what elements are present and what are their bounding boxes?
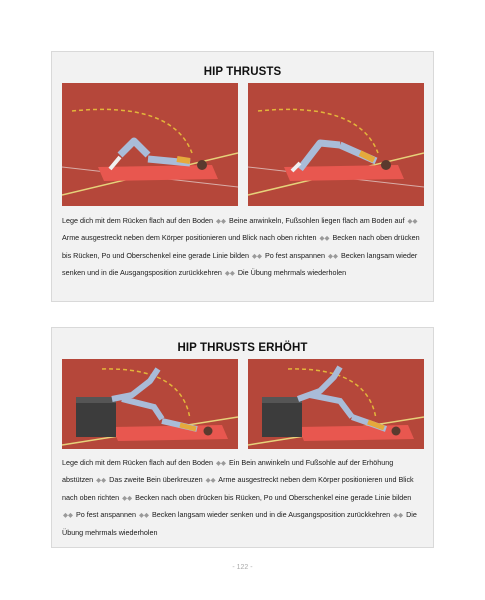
step-text: Ein Bein anwinkeln und Fußsohle auf der Erhöhung abstützen (62, 458, 394, 485)
step-text: Lege dich mit dem Rücken flach auf den Boden (62, 458, 214, 467)
step-text: Arme ausgestreckt neben dem Körper positionieren und Blick nach oben richten (62, 475, 414, 502)
step-text: Po fest anspannen (265, 250, 325, 260)
step-text: Die Übung mehrmals wiederholen (237, 268, 347, 278)
page-number: - 122 - (232, 564, 253, 571)
diamond-separator-icon: ◆◆ (205, 477, 216, 485)
step-text: Becken langsam wieder senken und in die Ausgangsposition zurückkehren (62, 250, 418, 278)
diamond-separator-icon: ◆◆ (122, 494, 133, 502)
diamond-separator-icon: ◆◆ (216, 460, 227, 467)
step-text: Po fest anspannen (76, 510, 136, 520)
photo-end-position (248, 83, 424, 206)
diamond-separator-icon: ◆◆ (327, 252, 338, 260)
exercise-instructions (62, 455, 425, 541)
diamond-separator-icon: ◆◆ (224, 270, 235, 278)
diamond-separator-icon: ◆◆ (393, 512, 404, 520)
diamond-separator-icon: ◆◆ (407, 218, 418, 225)
diamond-separator-icon: ◆◆ (252, 252, 262, 260)
photo-end-position-elevated (248, 359, 424, 449)
step-text: Das zweite Bein überkreuzen (109, 475, 203, 485)
photo-start-position-elevated (62, 359, 238, 449)
diamond-separator-icon: ◆◆ (138, 512, 149, 520)
step-text: Arme ausgestreckt neben dem Körper positionieren und Blick nach oben richten (62, 233, 317, 243)
exercise-title: HIP THRUSTS (203, 66, 282, 78)
exercise-card-hip-thrusts (51, 51, 434, 302)
exercise-card-hip-thrusts-elevated (51, 327, 434, 548)
step-text: Lege dich mit dem Rücken flach auf den Boden (62, 216, 214, 225)
step-text: Becken nach oben drücken bis Rücken, Po und Oberschenkel eine gerade Linie bilden (135, 492, 412, 502)
step-text: Becken langsam wieder senken und in die Ausgangsposition zurückkehren (151, 510, 391, 520)
step-text: Beine anwinkeln, Fußsohlen liegen flach am Boden auf (229, 216, 405, 225)
step-text: Becken nach oben drücken bis Rücken, Po und Oberschenkel eine gerade Linie bilden (62, 233, 420, 260)
diamond-separator-icon: ◆◆ (216, 218, 227, 225)
diamond-separator-icon: ◆◆ (63, 512, 73, 520)
diamond-separator-icon: ◆◆ (319, 235, 330, 243)
exercise-title: HIP THRUSTS ERHÖHT (177, 342, 308, 354)
photo-start-position (62, 83, 238, 206)
step-text: Die Übung mehrmals wiederholen (62, 510, 417, 537)
diamond-separator-icon: ◆◆ (96, 477, 107, 485)
exercise-instructions (62, 213, 425, 283)
